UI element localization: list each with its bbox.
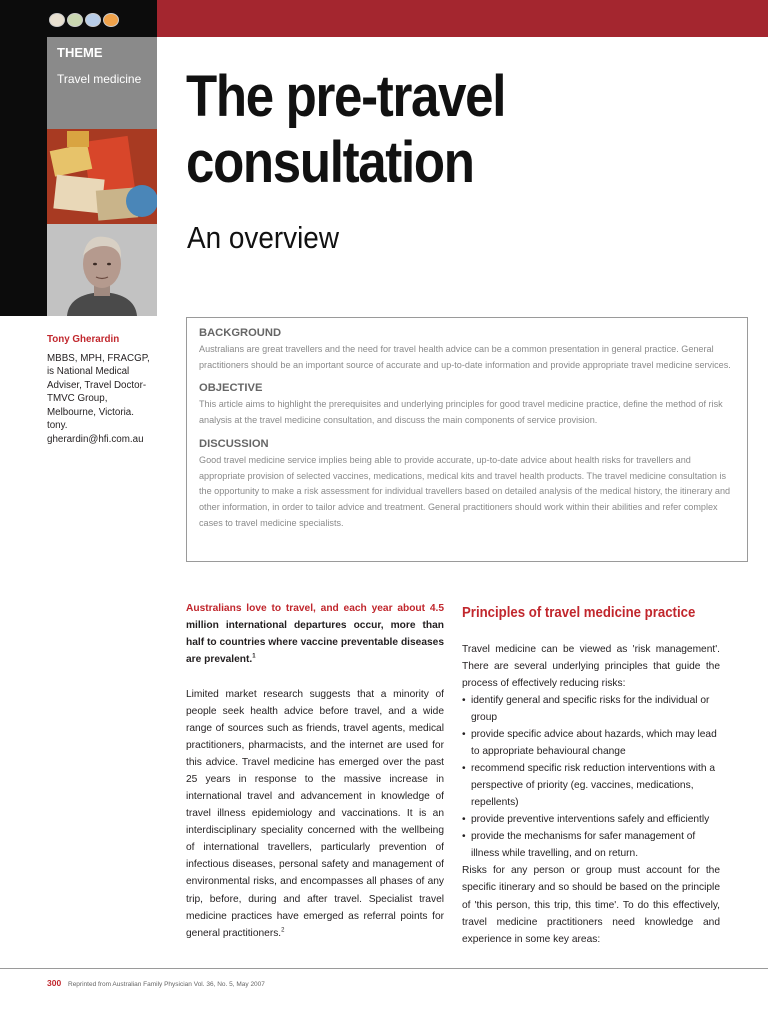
publisher-logo-1 [49,13,65,27]
article-title: The pre-travel consultation [186,64,506,196]
left-black-band [0,0,47,316]
footer [47,978,265,988]
list-item: • provide specific advice about hazards, which may lead to appropriate behavioural change [462,726,720,760]
principles-intro: Travel medicine can be viewed as 'risk management'. There are several underlying principles that guide the process of effectively reducing risks: [462,644,720,690]
body-paragraph-text: Limited market research suggests that a minority of people seek health advice before travel, and a wide range of sources such as friends, travel agents, medical practitioners, pharmacists, and the internet are used for this advice. Travel medicine has emerged over the past 25 years in response to the massive increase in international travel and advancement in knowledge of travel illness epidemiology and vaccinations. It is an interdisciplinary speciality concerned with the wellbeing of international travellers, particularly prevention of infectious diseases, personal safety and management of environmental risks, and encompasses all phases of any trip, before, during and after travel. Specialist travel medicine practices have emerged as referral points for general practitioners. [186,689,444,939]
objective-heading: OBJECTIVE [199,382,263,395]
theme-box [47,37,157,129]
list-item: • recommend specific risk reduction interventions with a perspective of priority (eg. vaccines, medications, repellents) [462,760,720,811]
author-name: Tony Gherardin [47,334,120,345]
lead-paragraph [186,600,444,668]
author-portrait [47,224,157,316]
background-text: Australians are great travellers and the need for travel health advice can be a common presentation in general practice. General practitioners should be an important source of accurate and up-to-date information and provide appropriate travel medicine services. [199,344,731,370]
background-heading: BACKGROUND [199,327,282,339]
list-item: • provide the mechanisms for safer management of illness while travelling, and on return. [462,828,720,862]
author-block [47,333,157,446]
body-paragraph-reference: 2 [281,927,285,934]
list-item: • identify general and specific risks for the individual or group [462,692,720,726]
principles-list [462,692,720,862]
lead-text: million international departures occur, more than half to countries where vaccine preventable diseases are prevalent. [186,620,444,666]
theme-name: Travel medicine [57,72,142,86]
footer-divider [0,968,768,969]
footer-citation: Reprinted from Australian Family Physician Vol. 36, No. 5, May 2007 [68,981,265,988]
header-red-band [157,0,768,37]
travel-documents-photo [47,129,157,224]
author-bio: MBBS, MPH, FRACGP, is National Medical Adviser, Travel Doctor-TMVC Group, Melbourne, Victoria. tony. gherardin@hfi.com.au [47,352,150,445]
objective-text: This article aims to highlight the prerequisites and underlying principles for good travel medicine practice, define the method of risk analysis at the travel medicine consultation, and discuss the main components of service provision. [199,399,723,426]
publisher-logo-4 [103,13,119,27]
page-number: 300 [47,978,62,988]
article-subtitle: An overview [187,220,339,255]
body-paragraph [186,686,444,941]
left-column [186,600,444,942]
theme-label: THEME [57,45,103,60]
abstract-box [186,317,748,562]
globe-logo [85,13,101,27]
right-column [462,600,720,948]
author-photo [47,224,157,316]
publisher-logos [49,13,119,27]
principles-heading: Principles of travel medicine practice [462,604,696,621]
publisher-logo-2 [67,13,83,27]
travel-documents-illustration [47,129,157,224]
principles-outro: Risks for any person or group must account for the specific itinerary and so should be based on the principle of 'this person, this trip, this time'. To do this effectively, travel medicine practitioners need knowledge and experience in some key areas: [462,865,720,945]
lead-reference: 1 [252,653,256,660]
list-item: • provide preventive interventions safely and efficiently [462,811,720,828]
lead-highlight: Australians love to travel, and each year about 4.5 [186,603,444,614]
discussion-text: Good travel medicine service implies being able to provide accurate, up-to-date advice about health risks for travellers and appropriate provision of selected vaccines, medications, medical kits and travel health products. The travel medicine consultation is the opportunity to make a risk assessment for individual travellers based on detailed analysis of the medical history, the itinerary and other information, in order to tailor advice and treatment. General practitioners should work within their abilities and refer complex cases to travel medicine specialists. [199,454,731,528]
discussion-heading: DISCUSSION [199,437,269,450]
